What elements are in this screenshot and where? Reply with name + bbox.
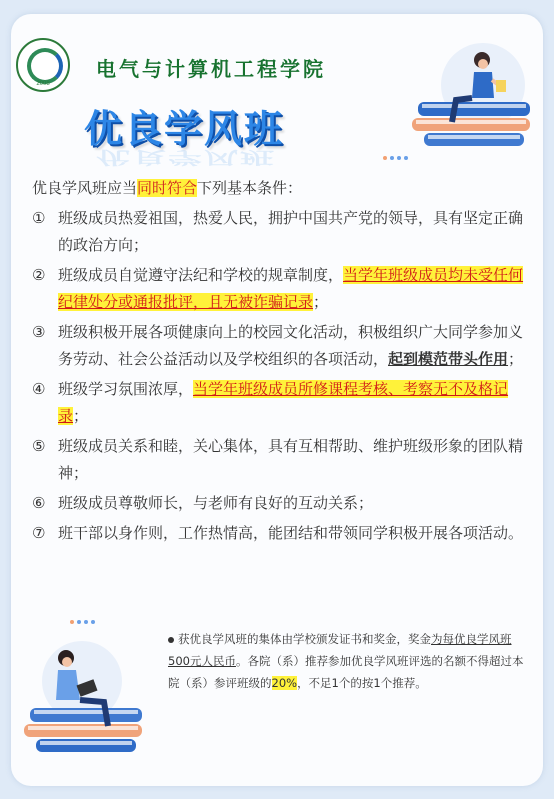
bullet-icon [168,637,174,643]
banner-reflection: 优良学风班 [96,146,276,167]
college-name: 电气与计算机工程学院 [96,57,326,81]
list-item: ④ 班级学习氛围浓厚，当学年班级成员所修课程考核、考察无不及格记录； [32,380,509,425]
list-item: ⑥ 班级成员尊敬师长，与老师有良好的互动关系； [32,494,374,512]
list-item: ② 班级成员自觉遵守法纪和学校的规章制度，当学年班级成员均未受任何纪律处分或通报批评，且无被诈骗记录； [32,266,524,311]
award-note: 获优良学风班的集体由学校颁发证书和奖金，奖金为每优良学风班500元人民币。各院（系）推荐参加优良学风班评选的名额不得超过本院（系）参评班级的20%，不足1个的按1个推荐。 [168,632,524,690]
college-logo: 2008 [16,38,70,92]
decor-dots-top [383,156,408,160]
list-item: ⑦ 班干部以身作则，工作热情高，能团结和带领同学积极开展各项活动。 [32,524,524,542]
laptop-boy-illustration [22,636,162,761]
decor-dots-bottom [70,620,95,624]
conditions-section [32,175,526,550]
intro-text: 优良学风班应当同时符合下列基本条件： [32,179,303,197]
banner-title: 优良学风班 [84,107,285,151]
reading-girl-illustration [408,40,538,155]
highlight-text: 当学年班级成员均未受任何纪律处分或通报批评，且无被诈骗记录 [58,266,524,311]
list-item: ⑤ 班级成员关系和睦，关心集体，具有互相帮助、维护班级形象的团队精神； [32,437,524,482]
underline-text: 起到模范带头作用 [388,350,509,368]
highlight-text: 20% [271,676,298,690]
intro-highlight: 同时符合 [137,179,198,197]
conditions-list [32,205,526,547]
highlight-text: 当学年班级成员所修课程考核、考察无不及格记录 [58,380,509,425]
list-item: ① 班级成员热爱祖国，热爱人民，拥护中国共产党的领导，具有坚定正确的政治方向； [32,209,524,254]
list-item: ③ 班级积极开展各项健康向上的校园文化活动，积极组织广大同学参加义务劳动、社会公益活动以及学校组织的各项活动，起到模范带头作用； [32,323,524,368]
underline-text: 为每优良学风班500元人民币 [168,632,512,668]
